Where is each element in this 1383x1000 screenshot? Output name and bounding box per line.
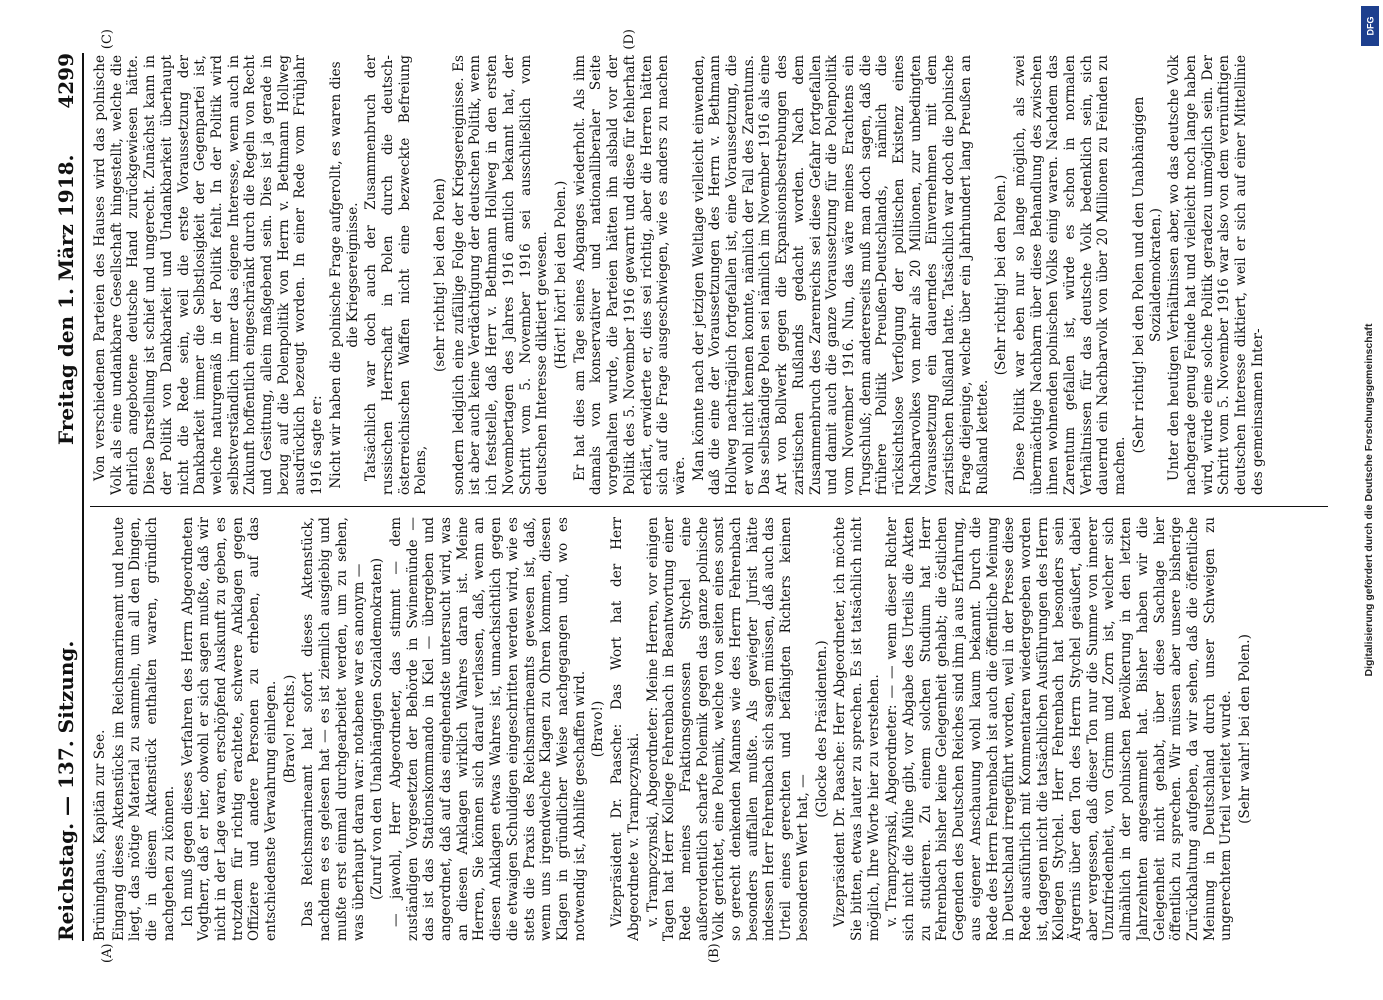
interjection: (Sehr richtig! bei den Polen und den Unabhängigen Sozialdemokraten.)	[1130, 96, 1164, 454]
paragraph: Vizepräsident Dr. Paasche: Herr Abgeordneter, ich möchte Sie bitten, etwas lauter zu sprechen. Es ist tatsächlich nicht möglich, Ihre Worte hier zu verstehen.	[831, 517, 882, 941]
interjection: (Sehr richtig! bei den Polen.)	[992, 174, 1009, 376]
margin-mark-a: (A)	[99, 943, 115, 963]
interjection: (sehr richtig! bei den Polen)	[431, 178, 448, 372]
dfg-logo: DFG	[1361, 6, 1379, 46]
paragraph: Vizepräsident Dr. Paasche: Das Wort hat der Herr Abgeordnete v. Trampczynski.	[608, 517, 642, 941]
paragraph: v. Trampczynski, Abgeordneter: — — wenn dieser Richter sich nicht die Mühe gibt, vor Abgabe des Urteils die Akten zu studieren. Zu einem solchen Studium hat Herr Fehrenbach bisher keine Gelegenheit gehabt; die östlichen Gegenden des Deutschen Reiches sind ihm ja aus Erfahrung, aus eigener Anschauung wohl kaum bekannt. Durch die Rede des Herrn Fehrenbach ist auch die öffentliche Meinung in Deutschland irregeführt worden, weil in der Presse diese Rede ausführlich mit Kommentaren wiedergegeben worden ist, dagegen nicht die tatsächlichen Ausführungen des Herrn Kollegen Stychel. Herr Fehrenbach hat besonders sein Ärgernis über den Ton des Herrn Stychel geäußert, dabei aber vergessen, daß dieser Ton nur die Summe von innerer Unzufriedenheit, von Grimm und Zorn ist, welcher sich allmählich in der polnischen Bevölkerung in den letzten Jahrzehnten angesammelt hat. Bisher haben wir die Gelegenheit nicht gehabt, über diese Sachlage hier öffentlich zu sprechen. Wir müssen aber unsere bisherige Zurückhaltung aufgeben, da wir sehen, daß die öffentliche Meinung in Deutschland durch unser Schweigen zu ungerechtem Urteil verleitet wurde.	[883, 517, 1234, 941]
interjection: (Sehr wahr! bei den Polen.)	[1236, 634, 1253, 824]
paragraph: v. Trampczynski, Abgeordneter: Meine Herren, vor einigen Tagen hat Herr Kollege Fehrenbach in Beantwortung einer Rede meines Fraktionsgenossen Stychel eine außerordentlich scharfe Polemik gegen das ganze polnische Volk gerichtet, eine Polemik, welche von seiten eines sonst so gerecht denkenden Mannes wie des Herrn Fehrenbach besonders auffallen mußte. Als gewiegter Jurist hätte indessen Herr Fehrenbach sich sagen müssen, daß auch das Urteil eines gerechten und befähigten Richters keinen besonderen Wert hat, —	[644, 517, 811, 941]
header-session: Reichstag. — 137. Sitzung.	[53, 640, 78, 941]
text-column-right	[92, 55, 1328, 495]
header-rule	[82, 53, 84, 941]
paragraph: — jawohl, Herr Abgeordneter, das stimmt — dem zuständigen Vorgesetzten der Behörde in Swinemünde — das ist das Stationskommando in Kiel — übergeben und angeordnet, daß auf das eingehendste untersucht wird, was an diesen Anklagen wirklich Wahres daran ist. Meine Herren, Sie können sich darauf verlassen, daß, wenn an diesen Anklagen etwas Wahres ist, unnachsichtlich gegen die etwaigen Schuldigen eingeschritten werden wird, wie es stets die Praxis des Reichsmarineamts gewesen ist, daß, wenn uns irgendwelche Klagen zu Ohren kommen, diesen Klagen in gründlicher Weise nachgegangen und, wo es notwendig ist, Abhilfe geschaffen wird.	[387, 517, 588, 941]
margin-mark-b: (B)	[706, 943, 722, 963]
interjection: (Bravo!)	[589, 700, 606, 758]
header-page-number: 4299	[53, 53, 78, 109]
text-column-left	[92, 517, 1328, 941]
header-date: Freitag den 1. März 1918.	[53, 154, 78, 445]
interjection: (Hört! hört! bei den Polen.)	[552, 180, 569, 370]
paragraph: Das Reichsmarineamt hat sofort dieses Aktenstück, nachdem es es gelesen hat — es ist ziemlich ausgiebig und mußte erst einmal durchgearbeitet werden, um zu sehen, was überhaupt daran war: notabene war es anonym —	[299, 517, 367, 941]
page-header	[54, 35, 82, 965]
paragraph: Diese Politik war eben nur so lange möglich, als zwei übermächtige Nachbarn über diese Behandlung des zwischen ihnen wohnenden polnischen Volks einig waren. Nachdem das Zarentum gefallen ist, würde es schon in normalen Verhältnissen für das deutsche Volk bedenklich sein, sich dauernd ein Nachbarvolk von über 20 Millionen zu Feinden zu machen.	[1011, 55, 1128, 495]
interjection: (Bravo! rechts.)	[281, 674, 298, 784]
paragraph: Von verschiedenen Parteien des Hauses wird das polnische Volk als eine undankbare Gesellschaft hingestellt, welche die ehrlich angebotene deutsche Hand zurückgewiesen hätte. Diese Darstellung ist schief und ungerecht. Zunächst kann in der Politik von Dankbarkeit und Undankbarkeit überhaupt nicht die Rede sein, weil die erste Voraussetzung der Dankbarkeit immer die Selbstlosigkeit der Gegenpartei ist, welche naturgemäß in der Politik fehlt. In der Politik wird selbstverständlich immer das eigene Interesse, wenn auch in Zukunft hoffentlich eingeschränkt durch die Regeln von Recht und Gesittung, allein maßgebend sein. Dies ist ja gerade in bezug auf die Polenpolitik von Herrn v. Bethmann Hollweg ausdrücklich bezeugt worden. In einer Rede vom Frühjahr 1916 sagte er:	[91, 55, 325, 495]
column-divider	[90, 506, 1328, 507]
paragraph: Man könnte nach der jetzigen Weltlage vielleicht einwenden, daß die eine der Voraussetzungen des Herrn v. Bethmann Hollweg nachträglich fortgefallen ist, eine Voraussetzung, die er wohl nicht kennen konnte, nämlich der Fall des Zarentums. Das selbständige Polen sei nämlich im November 1916 als eine Art von Bollwerk gegen die Expansionsbestrebungen des zaristischen Rußlands gedacht worden. Nach dem Zusammenbruch des Zarenreichs sei diese Gefahr fortgefallen und damit auch die ganze Voraussetzung für die Polenpolitik vom November 1916. Nun, das wäre meines Erachtens ein Trugschluß; denn andererseits muß man doch sagen, daß die frühere Politik Preußen-Deutschlands, nämlich die rücksichtslose Verfolgung der politischen Existenz eines Nachbarvolkes von mehr als 20 Millionen, zur unbedingten Voraussetzung ein dauerndes Einvernehmen mit dem zaristischen Rußland hatte. Tatsächlich war doch die polnische Frage diejenige, welche über ein Jahrhundert lang Preußen an Rußland kettete.	[690, 55, 991, 495]
speaker-line: Brüninghaus, Kapitän zur See.	[91, 729, 108, 941]
interjection: (Glocke des Präsidenten.)	[813, 640, 830, 818]
paragraph: Unter den heutigen Verhältnissen aber, wo das deutsche Volk nachgerade genug Feinde hat und vielleicht noch lange haben wird, würde eine solche Politik geradezu unmöglich sein. Der Schritt vom 5. November 1916 war also von dem vernünftigen deutschen Interesse diktiert, weil er sich auf einer Mittellinie des gemeinsamen Inter-	[1165, 55, 1266, 495]
margin-mark-d: (D)	[621, 29, 637, 50]
paragraph: Ich muß gegen dieses Verfahren des Herrn Abgeordneten Vogtherr, daß er hier, obwohl er sich sagen mußte, daß wir nicht in der Lage waren, erschöpfend Auskunft zu geben, es trotzdem für richtig erachtete, schwere Anklagen gegen Offiziere und andere Personen zu erheben, auf das entschiedenste Verwahrung einlegen.	[179, 517, 279, 941]
interjection: (Zuruf von den Unabhängigen Sozialdemokraten)	[368, 557, 385, 901]
rotated-page-body	[42, 29, 1342, 965]
credit-text: Digitalisierung gefördert durch die Deutsche Forschungsgemeinschaft	[1363, 323, 1375, 677]
paragraph: Er hat dies am Tage seines Abganges wiederholt. Als ihm damals von konservativer und nationalliberaler Seite vorgehalten wurde, die Parteien hätten ihn alsbald vor der Politik des 5. November 1916 gewarnt und diese für fehlerhaft erklärt, erwiderte er, dies sei richtig, aber die Herren hätten sich auf die Frage ausgeschwiegen, wie es anders zu machen wäre.	[571, 55, 688, 495]
margin-mark-c: (C)	[99, 29, 115, 50]
paragraph: sondern lediglich eine zufällige Folge der Kriegsereignisse. Es ist aber auch keine Verdächtigung der deutschen Politik, wenn ich feststelle, daß Herr v. Bethmann Hollweg in den ersten Novembertagen des Jahres 1916 amtlich bekannt hat, der Schritt vom 5. November 1916 sei ausschließlich vom deutschen Interesse diktiert gewesen.	[450, 55, 550, 495]
digitization-credit	[1357, 6, 1381, 994]
quotation: Nicht wir haben die polnische Frage aufgerollt, es waren dies die Kriegsereignisse.	[327, 61, 361, 489]
paragraph: Eingang dieses Aktenstücks im Reichsmarineamt und heute liegt, das nötige Material zu sammeln, um all den Dingen, die in diesem Aktenstück enthalten waren, gründlich nachgehen zu können.	[110, 517, 177, 941]
paragraph: Tatsächlich war doch auch der Zusammenbruch der russischen Herrschaft in Polen durch die deutsch-österreichischen Waffen nicht eine bezweckte Befreiung Polens,	[362, 55, 429, 495]
